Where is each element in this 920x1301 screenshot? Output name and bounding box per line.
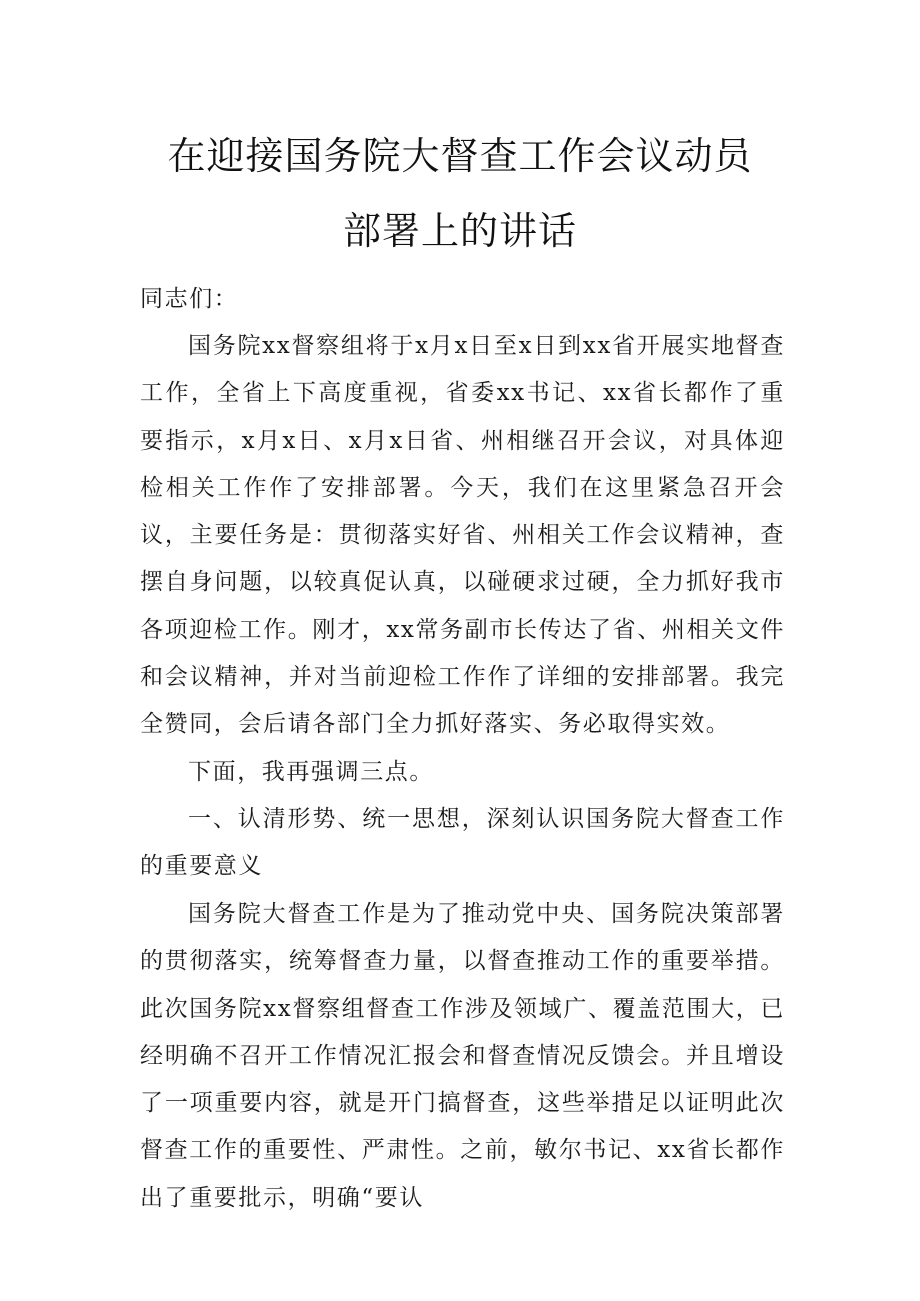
document-title-line-1: 在迎接国务院大督查工作会议动员 [167,134,753,178]
paragraph-intro: 国务院xx督察组将于x月x日至x日到xx省开展实地督查工作，全省上下高度重视，省委xx书记、xx省长都作了重要指示，x月x日、x月x日省、州相继召开会议，对具体迎检相关工作作了安排部署。今天，我们在这里紧急召开会议，主要任务是：贯彻落实好省、州相关工作会议精神，查摆自身问题，以较真促认真，以碰硬求过硬，全力抓好我市各项迎检工作。刚才，xx常务副市长传达了省、州相关文件和会议精神，并对当前迎检工作作了详细的安排部署。我完全赞同，会后请各部门全力抓好落实、务必取得实效。 [140,333,785,738]
paragraph-section-1-body: 国务院大督查工作是为了推动党中央、国务院决策部署的贯彻落实，统筹督查力量，以督查推动工作的重要举措。此次国务院xx督察组督查工作涉及领域广、覆盖范围大，已经明确不召开工作情况汇报会和督查情况反馈会。并且增设了一项重要内容，就是开门搞督查，这些举措足以证明此次督查工作的重要性、严肃性。之前，敏尔书记、xx省长都作出了重要批示，明确“要认 [140,901,785,1211]
document-title-line-2: 部署上的讲话 [342,209,577,253]
salutation: 同志们： [140,286,239,312]
paragraph-transition: 下面，我再强调三点。 [188,759,434,785]
section-heading-1: 一、认清形势、统一思想，深刻认识国务院大督查工作的重要意义 [140,806,785,880]
